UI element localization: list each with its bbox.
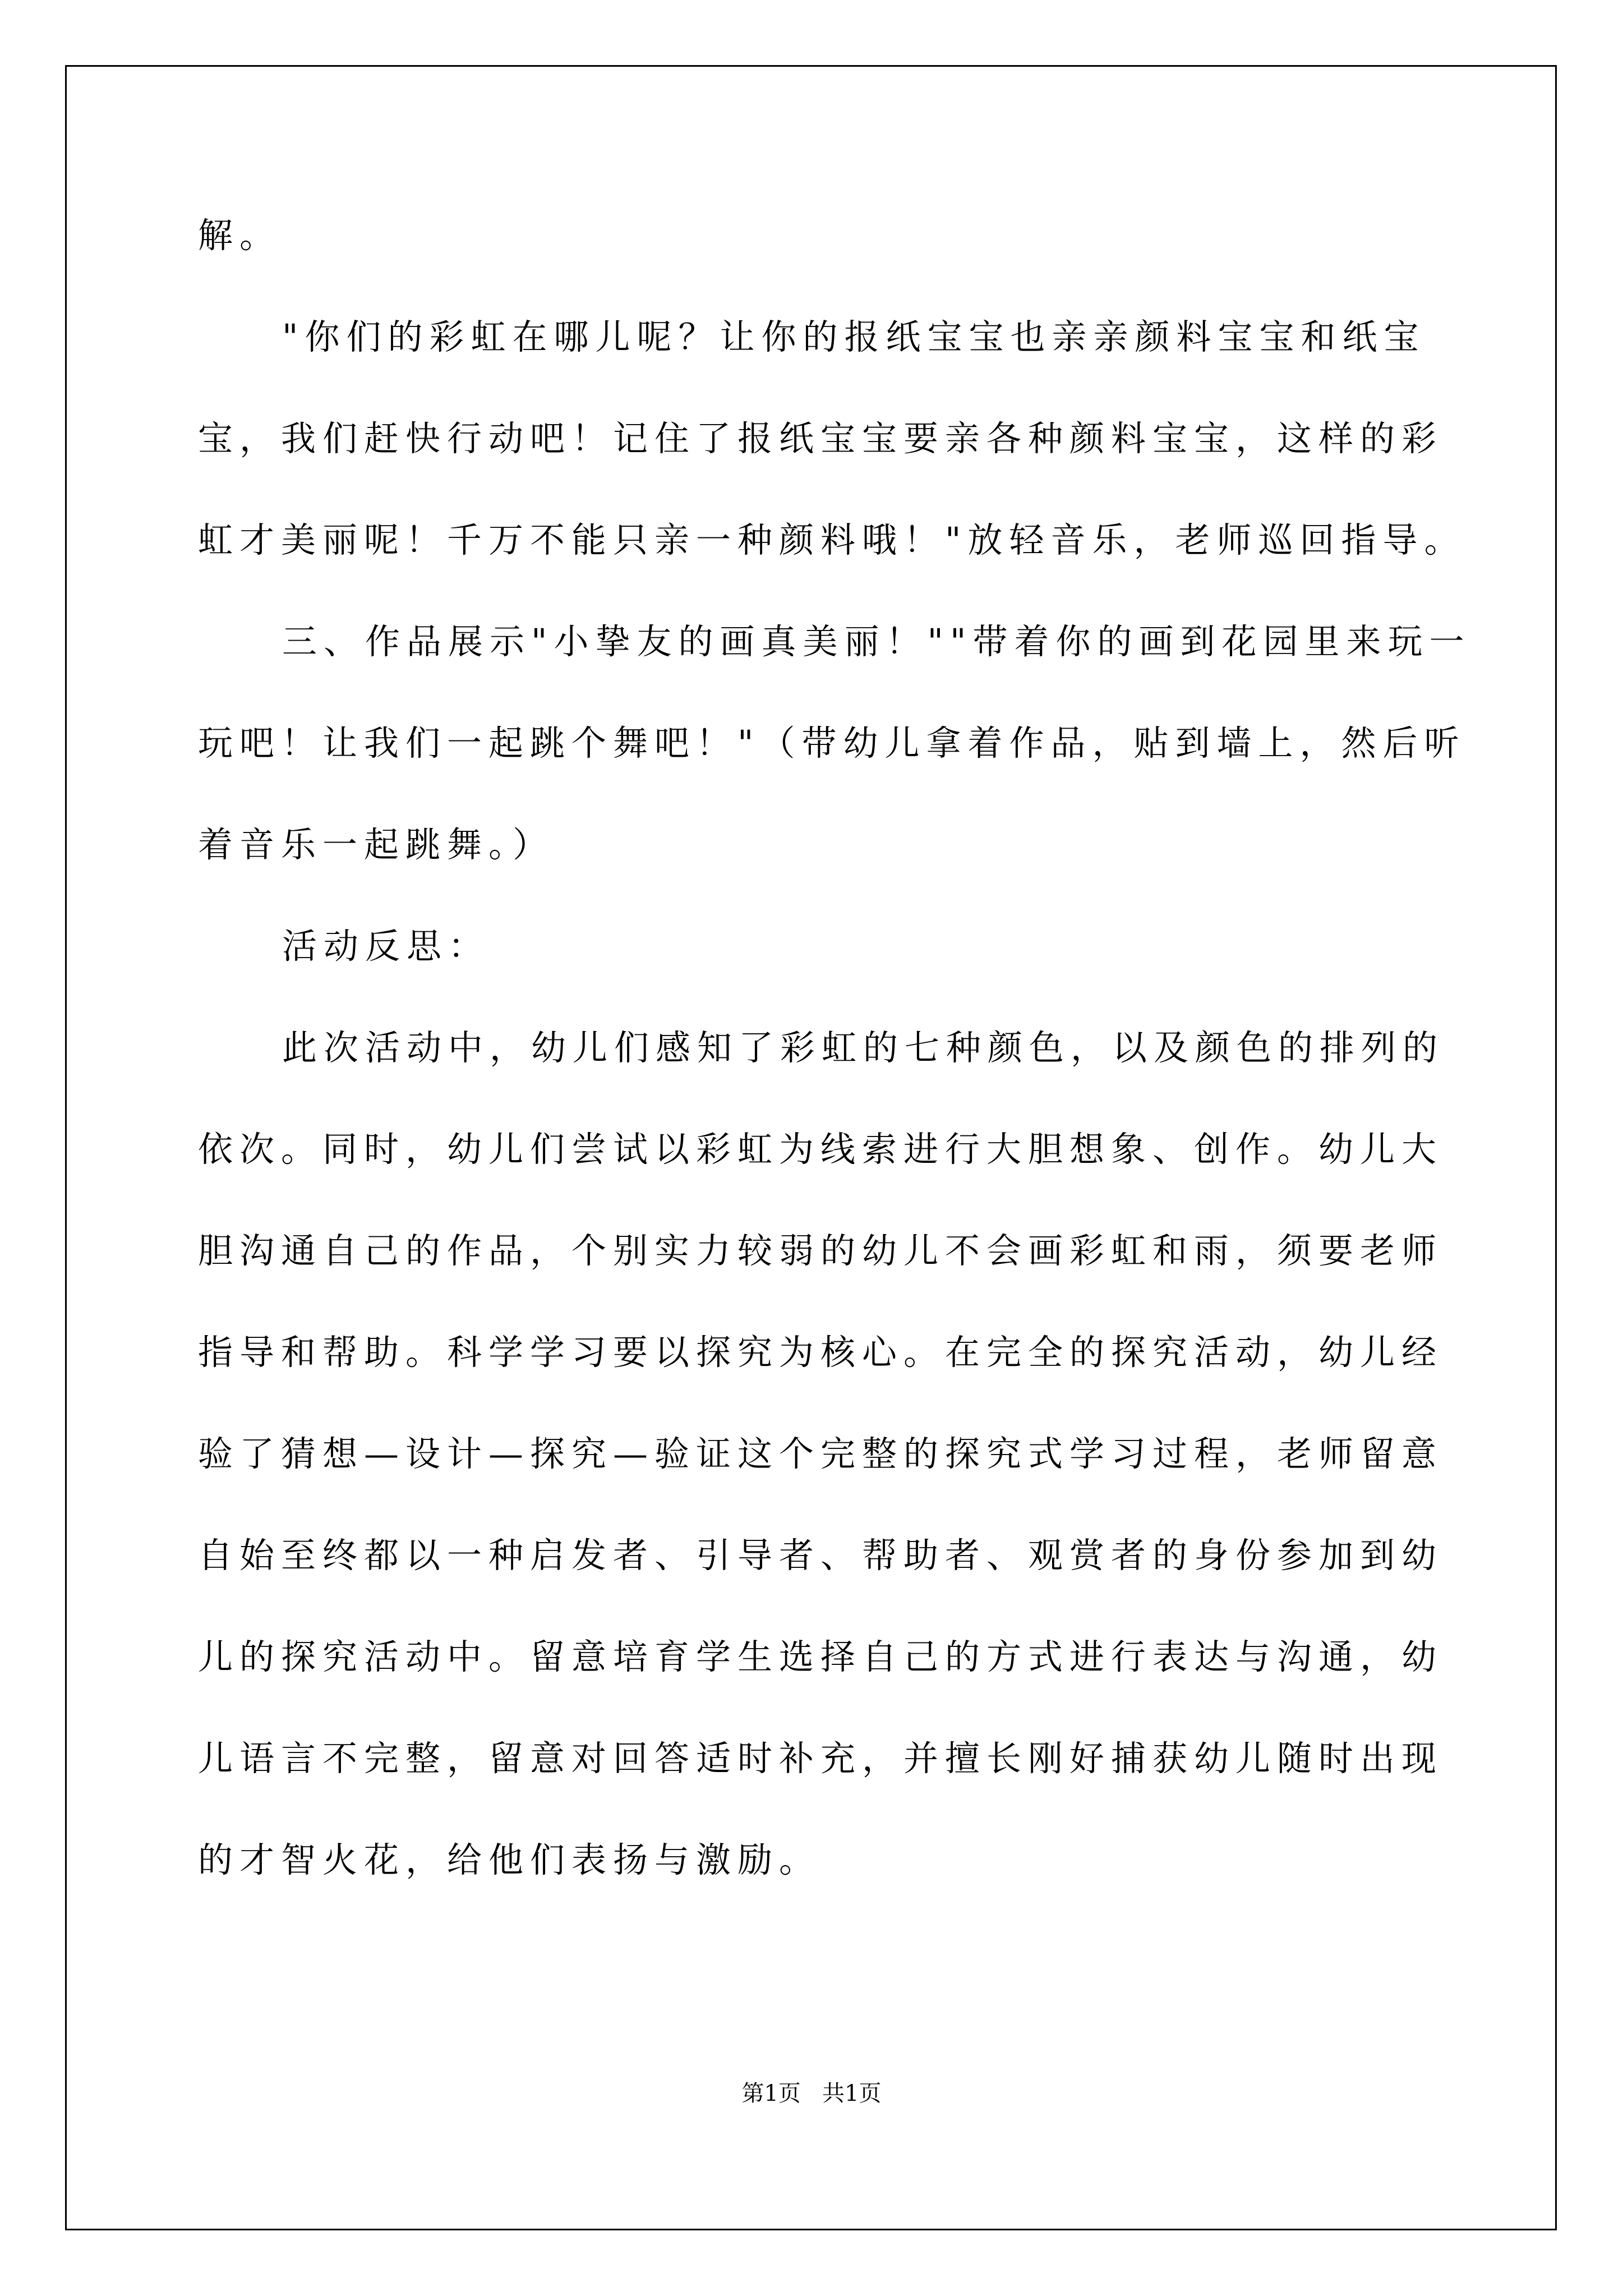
text-line: 胆沟通自己的作品，个别实力较弱的幼儿不会画彩虹和雨，须要老师 [198, 1230, 1444, 1271]
text-line: 验了猜想—设计—探究—验证这个完整的探究式学习过程，老师留意 [198, 1433, 1444, 1474]
text-line: 解。 [198, 215, 282, 256]
text-line: 虹才美丽呢！千万不能只亲一种颜料哦！"放轻音乐，老师巡回指导。 [198, 519, 1466, 560]
text-line: 的才智火花，给他们表扬与激励。 [198, 1839, 821, 1880]
page-number-footer: 第1页 共1页 [741, 2081, 882, 2106]
text-line: 指导和帮助。科学学习要以探究为核心。在完全的探究活动，幼儿经 [198, 1332, 1444, 1373]
text-line: 玩吧！让我们一起跳个舞吧！"（带幼儿拿着作品，贴到墙上，然后听 [198, 723, 1466, 763]
text-line: 儿的探究活动中。留意培育学生选择自己的方式进行表达与沟通，幼 [198, 1636, 1444, 1677]
text-line: 三、作品展示"小挚友的画真美丽！""带着你的画到花园里来玩一 [282, 621, 1471, 662]
document-body [198, 208, 1471, 1934]
text-line: 依次。同时，幼儿们尝试以彩虹为线索进行大胆想象、创作。幼儿大 [198, 1129, 1444, 1170]
text-line: "你们的彩虹在哪儿呢？让你的报纸宝宝也亲亲颜料宝宝和纸宝 [282, 316, 1426, 357]
text-line: 宝，我们赶快行动吧！记住了报纸宝宝要亲各种颜料宝宝，这样的彩 [198, 418, 1444, 459]
text-line: 儿语言不完整，留意对回答适时补充，并擅长刚好捕获幼儿随时出现 [198, 1738, 1444, 1779]
text-line: 自始至终都以一种启发者、引导者、帮助者、观赏者的身份参加到幼 [198, 1535, 1444, 1576]
text-line: 着音乐一起跳舞。） [198, 824, 555, 865]
text-line: 此次活动中，幼儿们感知了彩虹的七种颜色，以及颜色的排列的 [282, 1027, 1445, 1068]
section-heading: 活动反思： [282, 926, 490, 967]
